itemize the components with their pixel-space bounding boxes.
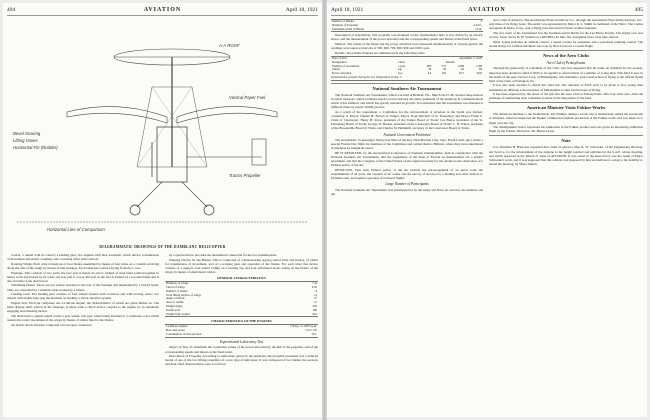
lab-test-heading: Experimental Laboratory Test <box>219 339 264 344</box>
label-rudder: Vertical Paper Fuel <box>229 95 266 100</box>
propeller-data-table <box>331 19 483 32</box>
prop-row <box>331 28 483 32</box>
gen-char-row <box>165 313 318 317</box>
label-gears: Bevel Gearing <box>13 131 41 136</box>
engine-characteristics-heading: CHARACTERISTICS OF THE ENGINES <box>211 319 272 324</box>
paragraph: The star event of the tournament was the Southern Aerial Derby for the Lee Bruce Trophy. The trophy race was won by Lieut. Victor B. H. Strahm on a DH-4B in 61 min. flat. Altogether there were nine starters. <box>489 30 643 39</box>
paragraph: Stabilizing Planes. There are two planes attached to the rear of the fuselage and maintained by a braced beam. They are controlled by a suitable cable worked by a wheel. <box>7 283 159 292</box>
paragraph: The National Southern Air Tournament was participated in by the Army and Navy air services, the industry and the <box>331 187 483 196</box>
engine-char-row-value: 110 h.p. at 1200 r.p.m. <box>290 324 317 329</box>
paragraph: Engine Sets. Each set comprises one Le Rhone engine, the characteristics of which are given further on. The main driving shaft, placed in the fuselage, is fitted with a clutch device coupled to the engine by an automatic engaging and releasing device. <box>7 301 159 314</box>
results-unit: kg. <box>398 67 403 72</box>
paragraph: Object of Test. To determine the correlative values of the power absorbed by the hub of the propeller, and of the corresponding speeds and thrusts at the fixed point. <box>165 345 318 354</box>
results-value: 29.8 <box>476 71 482 76</box>
gen-char-row-value: 160 <box>312 307 317 312</box>
left-column-1 <box>7 253 159 415</box>
general-characteristics-table <box>165 281 318 317</box>
gen-char-row-label: Angle of attack <box>166 296 185 301</box>
results-value: 18.7 <box>458 71 465 76</box>
results-date: September 2, 1920 <box>459 56 482 61</box>
paragraph: An elastic shock absorber composed of bevel gear connected <box>11 322 92 327</box>
gen-char-row-value: 21 <box>314 292 317 297</box>
engine-characteristics-table <box>165 324 318 337</box>
results-col-header: Designation <box>332 59 347 64</box>
aero-club-heading: News of the Aero Clubs <box>543 52 589 58</box>
gen-char-row-label: Number of blades <box>166 288 188 293</box>
gen-char-row-value: 0.45 <box>311 284 317 289</box>
results-value: 8.6 <box>442 71 446 76</box>
gen-char-row-value: 7 m <box>312 281 317 286</box>
nsa-participants-heading: Large Number of Participants <box>385 182 429 187</box>
engine-char-row-value: 70 l. <box>311 332 317 337</box>
paragraph: Through the generosity of a member of the Club, who has requested that his name be withheld for the present, there has been donated a fund of $525 to be applied to aerial tuition of a number of young men. This fund is now in the hands of the Aero Service Corp. of Philadelphia, who maintain a year-round school of flying at the official flying field of the Club, at Essington, Pa. <box>489 66 643 83</box>
results-note: Dynamometric pressure during the test. Temperature 20 deg. C. <box>331 76 403 80</box>
paragraph: Method. The values of the thrust and the power absorbed were measured simultaneously at varying speeds; the readings were taken at intervals of 500, 600, 700, 800, 900 and 1000 r.p.m. <box>331 42 483 51</box>
paragraph: The American minister to the Netherlands, Mr. Phillips, during a recent trip to Amsterdam visited the aerodrome at Schiphol, where he inspected the Fokker commercial airplane production at the Fokker works and was taken for a flight over the city. <box>489 112 643 125</box>
left-column-2 <box>165 253 318 415</box>
paragraph: The National Southern Air Tournament, which was held at Belleair, Fla., March 26-27-28, aroused deep interest in aerial transport, which promises much toward relieving the entire peninsula of the handicap in communications which it has suffered, and which has greatly retarded its growth. It is estimated that the tournament was attended at different times by nearly 50,000 persons. <box>331 93 483 110</box>
engine-char-row-label: Consumption of fuel per hour <box>166 332 202 337</box>
paragraph: The distinguished visitor expressed his admiration at the Fokker product and was given an interesting exhibition flight by the Fokker chief pilot, Mr. Bertus Grasé. <box>489 125 643 134</box>
results-col-header: Units <box>398 59 405 64</box>
right-page <box>327 3 647 417</box>
results-col-header: Results <box>445 59 455 64</box>
results-value: 20 <box>428 67 432 72</box>
helicopter-diagram <box>7 17 318 243</box>
paragraph: The shaft bears a pinion which works a gear wheel; this gear wheel being attached to a crankcase cover which assures the rotary movement of the wings by means of cables fixed to the blades. <box>7 313 159 322</box>
prop-row-label: Number of Blades <box>332 19 354 23</box>
paragraph: BE IT RESOLVED, by the Aeronautical Conference of Southern municipalities, held in conjunction with the National Southern Air Tournament, that the Legislature of the State of Florida be memorialized for a similar enactment, and that the Congress of the United States on the urgent necessity for the adoption and observance of a Federal policy of the Air. <box>331 151 483 168</box>
right-running-head <box>331 6 643 16</box>
label-bottom-line: Horizontal Line of Comparison <box>47 227 105 232</box>
gen-char-row-value: 9° <box>314 296 317 301</box>
left-page <box>3 3 322 417</box>
right-column-1 <box>331 18 483 415</box>
figure-caption: DIAGRAMMATIC DRAWINGS OF THE DAMBLANC HELICOPTER <box>99 245 226 249</box>
paragraph: It has also been decided to divide this fund into five amounts of $105 each to be given to five young men nominated by different school masters of Philadelphia to take twelve hours of flying. <box>489 83 643 92</box>
engine-char-row-label: Bore and stroke <box>166 328 185 333</box>
results-value: 1160 <box>476 63 482 68</box>
note-heading: Note <box>561 138 571 144</box>
gen-char-row-label: Area of rudder <box>166 300 184 305</box>
gen-char-row-label: Total lifting surface of wings <box>166 292 201 297</box>
gen-char-row-label: Diameter of wings <box>166 281 189 286</box>
results-unit: h.p. <box>398 71 403 76</box>
magazine-title: AVIATION <box>468 7 506 13</box>
paragraph: control; a rudder with its control; a landing gear; two engines with their automatic clutch device, transmission of movement and elastic coupling; and a working drive with controls. <box>7 253 159 262</box>
magazine-title: AVIATION <box>143 7 182 13</box>
label-horizontal-fin: Horizontal Fin (Rudder) <box>13 145 58 150</box>
prop-row-value: 14 in. <box>475 26 482 31</box>
results-value: 600 <box>426 63 432 68</box>
label-fins: Lifting Vanes <box>13 138 38 143</box>
prop-row-label: Diameter of Propeller <box>332 22 359 27</box>
engine-char-row-label: Le Rhone engines <box>166 324 188 329</box>
paragraph: Description of Propeller. According to indications given by the applicant, the propeller presented was a reduced model of one of the two lifting propellers of a new type of helicopter. It was composed of two blades; the sections and their chief characteristics were as follows: <box>165 354 318 367</box>
paragraph: Landing Gear. The landing gear consists of four wheels housed with crossbars and with bracing wires; two wheels with brakes help stop the machine on landing; a shock absorber system. <box>7 292 159 301</box>
general-characteristics-heading: GENERAL CHARACTERISTICS <box>216 276 266 281</box>
prop-row-value: 2.44 ft. <box>473 22 482 27</box>
results-designation: Thrust <box>332 67 340 72</box>
paragraph: RESOLVED, That such Federal policy of the Air include the encouragement of an aerial code, the establishment of air ports, the creation of air routes and the survey of airways for a landing and other devices to facilitate early and regular operation of transport flights. <box>331 168 483 181</box>
prop-row-value: 4 <box>480 19 482 23</box>
nsa-heading: National Southern Air Tournament <box>372 86 442 92</box>
paragraph: Warping Device for the Blades. This is composed of a maneuvering organ (control stick and levers), of cables for transmission of movement, and of a warping gear and operation of the blades. For each wing this device consists of a support, four rollers rolling on a bearing cup and four articulated levers acting on the blades of the wings by means of small metal cables. <box>165 257 318 274</box>
issue-date: April 18, 1921 <box>331 7 364 13</box>
nsa-gov-heading: National Government Petitioned <box>383 132 431 137</box>
paragraph: It has been expressed by the donor of the gift that the Aero Club of Pennsylvania offer four other aero clubs the privilege of nominating such a member as share in the disposition of the fund. <box>489 92 643 101</box>
label-tractor: Tractor Propeller <box>229 173 261 178</box>
engine-char-row <box>165 333 318 337</box>
paragraph: Col. Thurman H. Bane has requested that credit be given to Maj. R. W. Schroeder, of the Engineering Division, Air Service, for the development of the airplane to the height reached and exhibited at the S.A.E. winter meeting, and which appeared in the March 21 issue of AVIATION. It was stated in the issue that it was the result of Major Schroeder's work, and it was supposed that this address was prepared by him and delivered, owing to his inability to attend the meeting, by Major Martin. <box>489 145 643 166</box>
results-value: 775 <box>441 63 446 68</box>
gen-char-row-value: 450 <box>312 303 317 308</box>
left-running-head <box>7 6 318 16</box>
paragraph: The Aeromarine 75-passenger flying boat Nina of the Key West-Havana Line, Capt. Frank Landi, pilot, made a special Florida Day flight for members of the Committee and carried them to Belleair, where they were entertained at luncheon by Knight & Carter. <box>331 138 483 151</box>
results-value: 84 <box>479 67 482 72</box>
gen-char-row-label: Weight fully loaded <box>166 311 190 316</box>
paragraph: Aero Club of America. The Aeromarine Plane and Motor Co., through the Aeromarine West Indies Airways, Inc., sent three of its flying boats. The Army was represented by Major R. L. Smith in command of the 'Nina'. The Curtiss Aeroplane & Motor Corp., sent a flying boat and several Oriole civilian airplanes. <box>489 18 643 31</box>
page-number: 495 <box>634 7 643 13</box>
results-designation: Power absorbed <box>332 71 352 76</box>
results-unit: r.p.m. <box>398 63 406 68</box>
prop-row-label: Maximum width of Blades <box>332 26 365 31</box>
results-value: 4.4 <box>427 71 432 76</box>
paragraph: Results. The results obtained are summarized in the following table: <box>335 50 425 55</box>
gen-char-row-label: Weight empty <box>166 303 183 308</box>
gen-char-row-label: Useful load <box>166 307 180 312</box>
results-value: 36 <box>442 67 446 72</box>
paragraph: by a special device provides the mechanical connection for the two transmissions. <box>169 253 278 257</box>
gen-char-row-label: Chord of wings <box>166 284 185 289</box>
engine-char-row-value: 112 x 170 <box>305 328 317 333</box>
paragraph: Description of Installation. The propeller was mounted on the dynamometer hub; it was driven by an electric motor, and the measurement of the power absorbed and the corresponding speeds and thrusts at the fixed point. <box>331 33 483 42</box>
results-designation: Number of revolutions <box>332 63 360 68</box>
paragraph: Other events included an altitude contest, a speed contest for seaplanes and a parachute jumping contest. The Aerial Derby for Civilian machines was won by Bert Acosta in a Curtiss Eagle. <box>489 39 643 48</box>
results-value: 1000 <box>458 63 465 68</box>
results-value: 62 <box>461 67 465 72</box>
aero-club-subheading: Aero Club of Pennsylvania <box>546 60 586 65</box>
paragraph: Rotating Wings. Each wing is made up of four blades assembled by means of four tubes on a conduit revolving about the axis of the wings by means of ball bearings. Each blade has a pitch varying from tip to root. <box>7 261 159 270</box>
results-table <box>331 56 483 81</box>
right-column-2 <box>489 18 643 415</box>
fokker-heading: American Minister Visits Fokker Works <box>526 105 606 111</box>
paragraph: As a result of the tournament, a Committee for the Advancement of Aviation in the South was formed, consisting of Mayor Charles H. Brown of Tampa; Mayor Noel Mitchell of St. Petersburg and Mayor Frank L. Clark of Clearwater; Henry B. Snow, president of the Tampa Board of Trade; Lee Bruce, president of the St. Petersburg Board of Trade; George W. Barnes, president of the Clearwater Board of Trade; C. H. Prince, president of the Brooksville Board of Trade, and Charles M. Hemphill, secretary of the Clearwater Board of Trade. <box>331 110 483 131</box>
results-date-label: Date of Test <box>332 56 347 61</box>
issue-date: April 18, 1921 <box>285 7 318 13</box>
gen-char-row-value: 4 <box>315 288 317 293</box>
label-rotor: A-A ROOF <box>219 43 240 48</box>
gen-char-row-value: 610 <box>312 311 317 316</box>
gen-char-row-value: 1.5 <box>313 300 317 305</box>
paragraph: Fuselage. This consists of two parts; the fore part is metal; its end is formed of steel tubes jointed together in lattice work and braced by tie wires; the rear part is wood. The part in the rear is formed of a wooden frame and is also in lattice work and braced. <box>7 270 159 283</box>
page-number: 494 <box>7 7 16 13</box>
